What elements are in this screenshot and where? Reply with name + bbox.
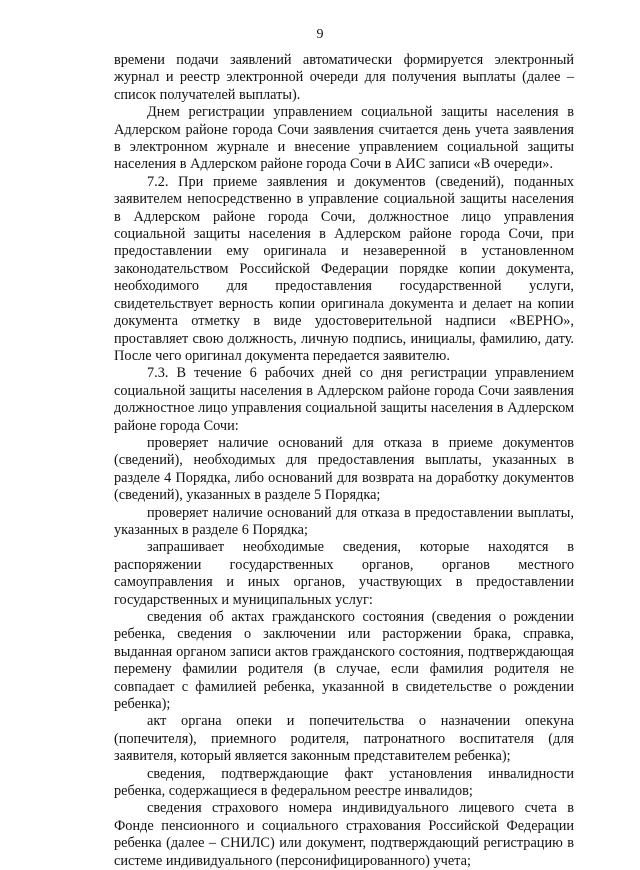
paragraph: акт органа опеки и попечительства о назначении опекуна (попечителя), приемного родителя, патронатного воспитателя (для заявителя, который является законным представителем ребенка);: [114, 713, 574, 765]
paragraph: сведения об актах гражданского состояния (сведения о рождении ребенка, сведения о заключении или расторжении брака, справка, выданная органом записи актов гражданского состояния, подтверждающая перемену фамилии родителя (в случае, если фамилия родителя не совпадает с фамилией ребенка, указанной в свидетельстве о рождении ребенка);: [114, 609, 574, 713]
page-number: 9: [316, 27, 324, 42]
paragraph: 7.2. При приеме заявления и документов (сведений), поданных заявителем непосредственно в управление социальной защиты населения в Адлерском районе города Сочи, должностное лицо управления социальной защиты населения в Адлерском районе города Сочи, при предоставлении ему оригинала и незаверенной в установленном законодательством Российской Федерации порядке копии документа, необходимого для предоставления государственной услуги, свидетельствует верность копии оригинала документа и делает на копии документа отметку в виде удостоверительной надписи «ВЕРНО», проставляет свою должность, личную подпись, инициалы, фамилию, дату. После чего оригинал документа передается заявителю.: [114, 173, 574, 364]
paragraph: сведения страхового номера индивидуального лицевого счета в Фонде пенсионного и социального страхования Российской Федерации ребенка (далее – СНИЛС) или документ, подтверждающий регистрацию в системе индивидуального (персонифицированного) учета;: [114, 800, 574, 869]
document-body: [114, 52, 574, 870]
paragraph: 7.3. В течение 6 рабочих дней со дня регистрации управлением социальной защиты населения в Адлерском районе города Сочи заявления должностное лицо управления социальной защиты населения в Адлерском районе города Сочи:: [114, 365, 574, 434]
paragraph: проверяет наличие оснований для отказа в предоставлении выплаты, указанных в разделе 6 Порядка;: [114, 504, 574, 538]
paragraph: сведения, подтверждающие факт установления инвалидности ребенка, содержащиеся в федеральном реестре инвалидов;: [114, 765, 574, 800]
paragraph: Днем регистрации управлением социальной защиты населения в Адлерском районе города Сочи заявления считается день учета заявления в электронном журнале и внесение управлением социальной защиты населения в Адлерском районе города Сочи в АИС записи «В очереди».: [114, 104, 574, 173]
paragraph: времени подачи заявлений автоматически формируется электронный журнал и реестр электронной очереди для получения выплаты (далее – список получателей выплаты).: [114, 52, 574, 103]
paragraph: проверяет наличие оснований для отказа в приеме документов (сведений), необходимых для предоставления выплаты, указанных в разделе 4 Порядка, либо оснований для возврата на доработку документов (сведений), указанных в разделе 5 Порядка;: [114, 434, 574, 504]
paragraph: запрашивает необходимые сведения, которые находятся в распоряжении государственных органов, органов местного самоуправления и иных органов, участвующих в предоставлении государственных и муниципальных услуг:: [114, 539, 574, 608]
